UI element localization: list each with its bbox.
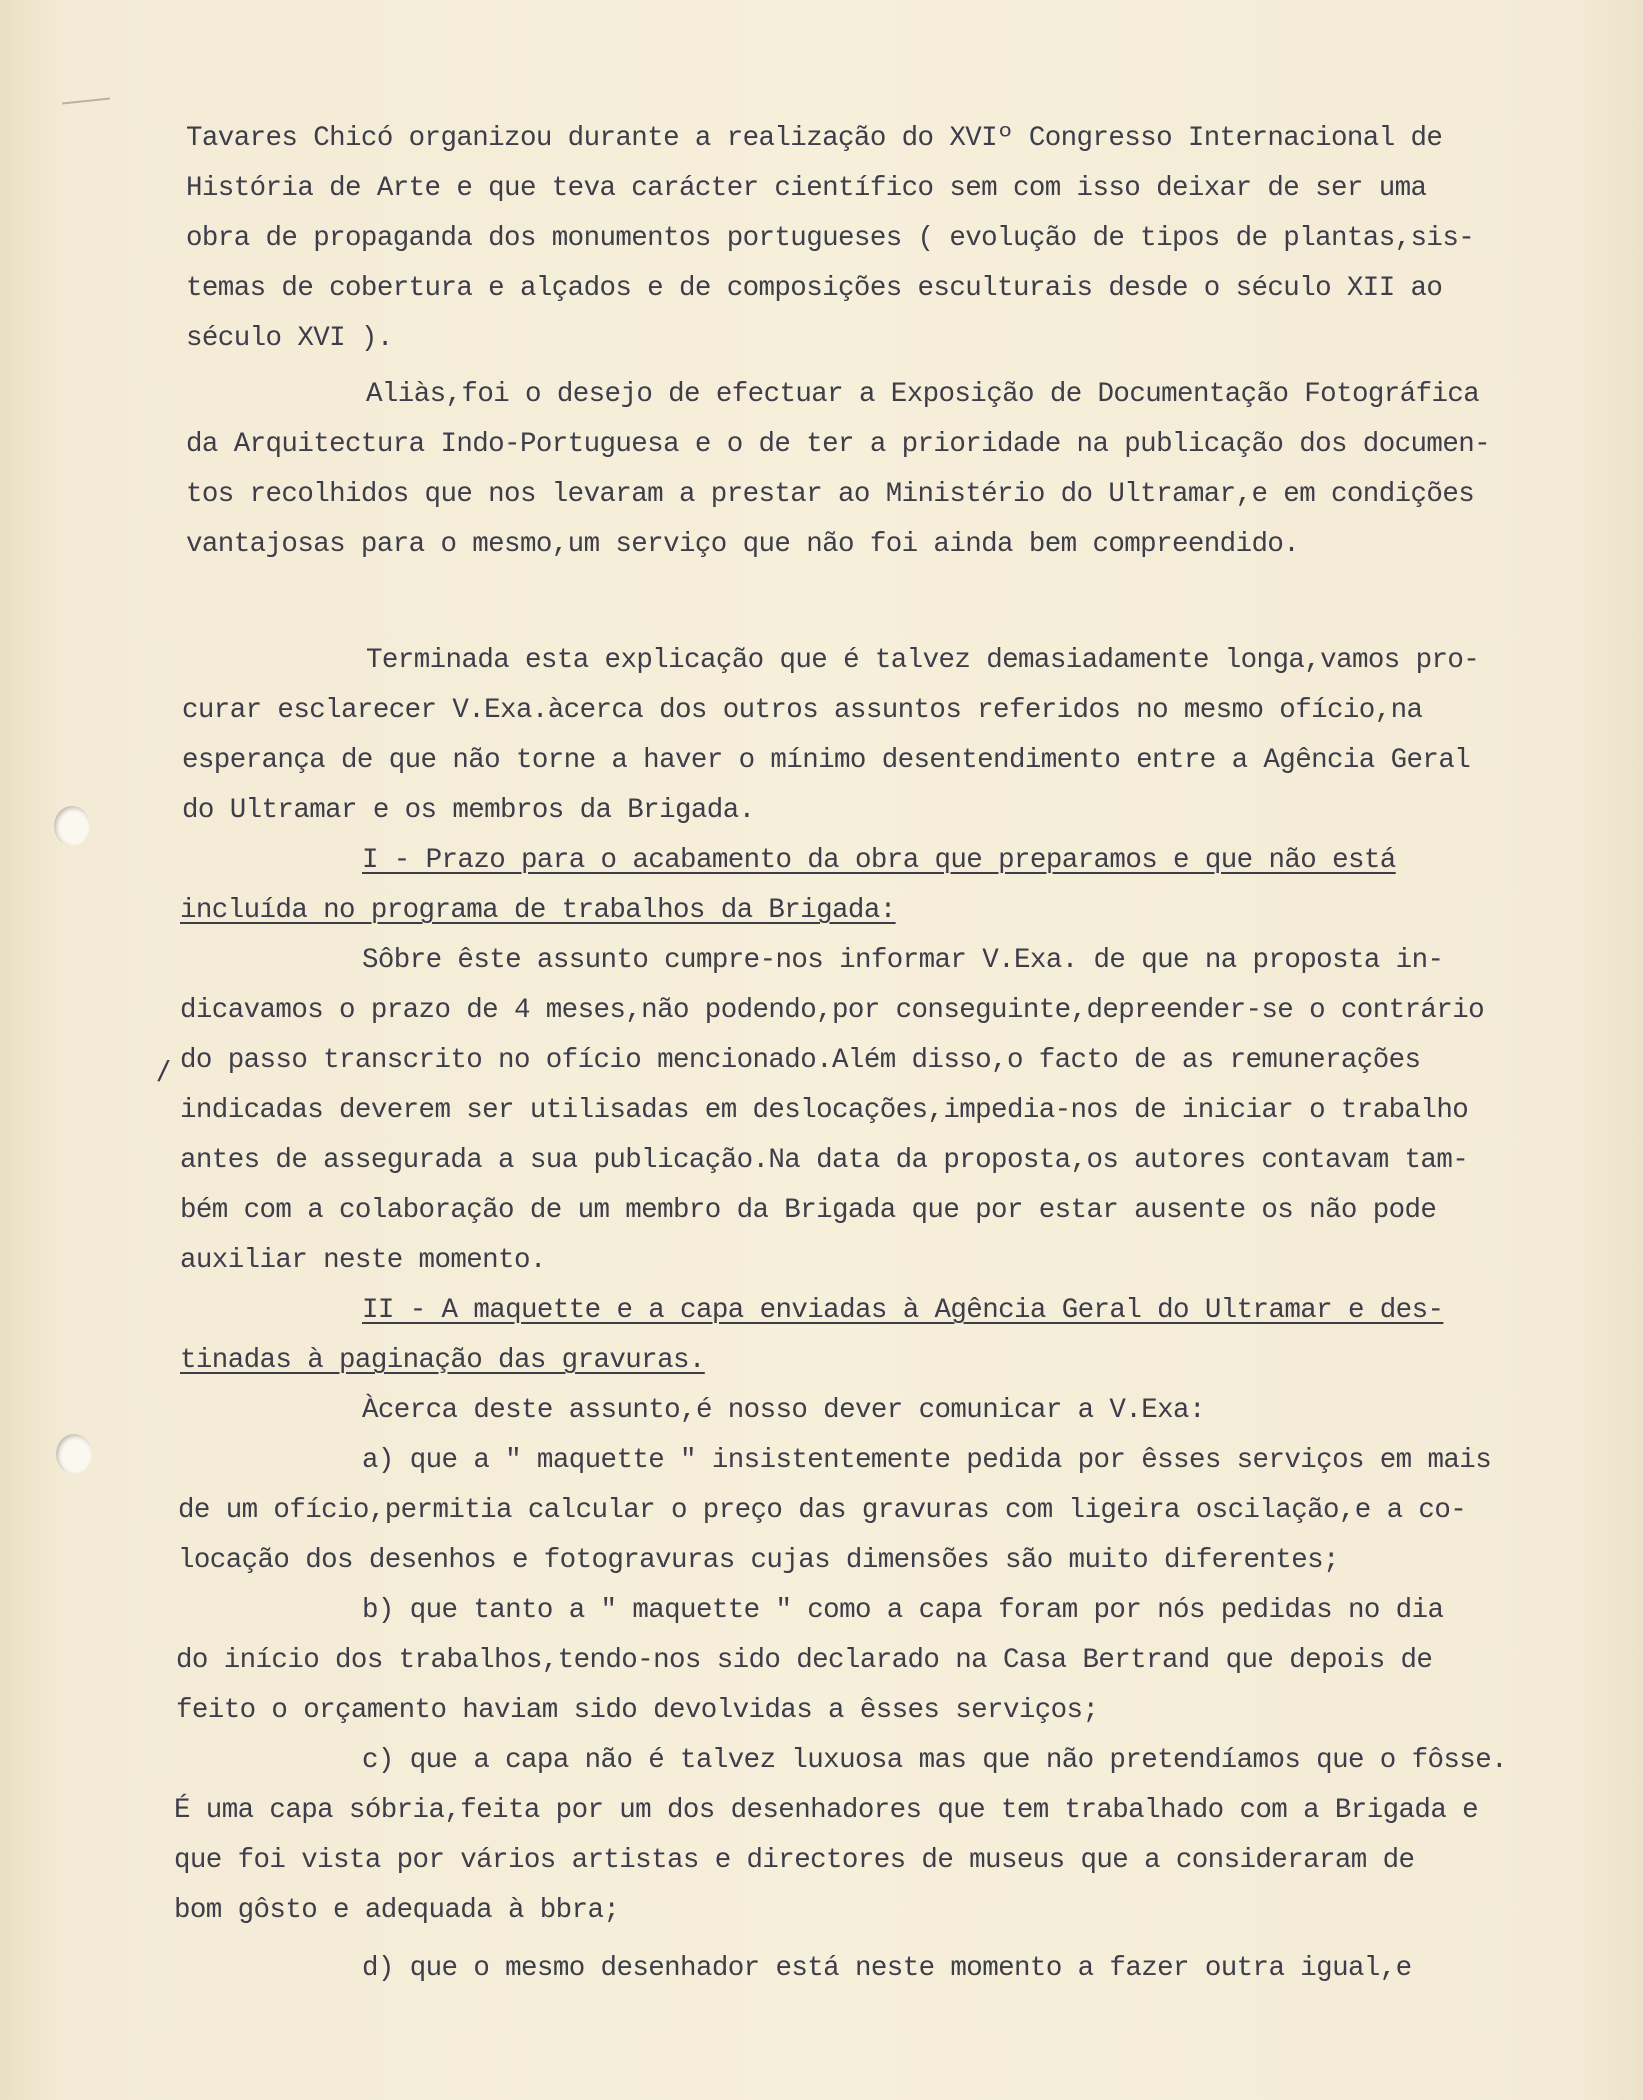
text-line: indicadas deverem ser utilisadas em deslocações,impedia-nos de iniciar o trabalho	[180, 1095, 1469, 1126]
text-line: Sôbre êste assunto cumpre-nos informar V.Exa. de que na proposta in-	[362, 945, 1444, 976]
text-line: É uma capa sóbria,feita por um dos desenhadores que tem trabalhado com a Brigada e	[174, 1795, 1479, 1826]
text-line: Aliàs,foi o desejo de efectuar a Exposição de Documentação Fotográfica	[366, 379, 1480, 410]
text-line: vantajosas para o mesmo,um serviço que não foi ainda bem compreendido.	[186, 529, 1300, 560]
text-line: tos recolhidos que nos levaram a prestar ao Ministério do Ultramar,e em condições	[186, 479, 1475, 510]
text-line: locação dos desenhos e fotogravuras cujas dimensões são muito diferentes;	[178, 1545, 1339, 1576]
text-line: da Arquitectura Indo-Portuguesa e o de ter a prioridade na publicação dos documen-	[186, 429, 1491, 460]
text-line: Terminada esta explicação que é talvez demasiadamente longa,vamos pro-	[366, 645, 1480, 676]
text-line: Àcerca deste assunto,é nosso dever comunicar a V.Exa:	[362, 1395, 1205, 1426]
text-line: História de Arte e que teva carácter científico sem com isso deixar de ser uma	[186, 173, 1427, 204]
text-line: bom gôsto e adequada à bbra;	[174, 1895, 620, 1926]
text-line: que foi vista por vários artistas e directores de museus que a consideraram de	[174, 1845, 1415, 1876]
text-line: do passo transcrito no ofício mencionado.Além disso,o facto de as remunerações	[180, 1045, 1421, 1076]
list-item: b) que tanto a " maquette " como a capa foram por nós pedidas no dia	[362, 1595, 1444, 1626]
text-line: do início dos trabalhos,tendo-nos sido declarado na Casa Bertrand que depois de	[176, 1645, 1433, 1676]
pencil-mark	[62, 97, 110, 104]
list-item: a) que a " maquette " insistentemente pedida por êsses serviços em mais	[362, 1445, 1492, 1476]
list-item: d) que o mesmo desenhador está neste momento a fazer outra igual,e	[362, 1953, 1412, 1984]
text-line: dicavamos o prazo de 4 meses,não podendo,por conseguinte,depreender-se o contrário	[180, 995, 1485, 1026]
text-line: antes de assegurada a sua publicação.Na data da proposta,os autores contavam tam-	[180, 1145, 1469, 1176]
text-line: curar esclarecer V.Exa.àcerca dos outros assuntos referidos no mesmo ofício,na	[182, 695, 1423, 726]
text-line: bém com a colaboração de um membro da Brigada que por estar ausente os não pode	[180, 1195, 1437, 1226]
punch-hole-top	[54, 806, 90, 846]
list-item: c) que a capa não é talvez luxuosa mas que não pretendíamos que o fôsse.	[362, 1745, 1507, 1776]
section-heading: II - A maquette e a capa enviadas à Agência Geral do Ultramar e des-	[362, 1295, 1444, 1326]
text-line: auxiliar neste momento.	[180, 1245, 546, 1276]
section-heading: incluída no programa de trabalhos da Brigada:	[180, 895, 896, 926]
text-line: obra de propaganda dos monumentos portugueses ( evolução de tipos de plantas,sis-	[186, 223, 1475, 254]
section-heading: tinadas à paginação das gravuras.	[180, 1345, 705, 1376]
text-line: esperança de que não torne a haver o mínimo desentendimento entre a Agência Geral	[182, 745, 1471, 776]
section-heading: I - Prazo para o acabamento da obra que preparamos e que não está	[362, 845, 1396, 876]
punch-hole-bottom	[56, 1434, 92, 1474]
text-line: temas de cobertura e alçados e de composições esculturais desde o século XII ao	[186, 273, 1443, 304]
margin-tick-mark: /	[156, 1056, 172, 1086]
text-line: feito o orçamento haviam sido devolvidas a êsses serviços;	[176, 1695, 1099, 1726]
text-line: do Ultramar e os membros da Brigada.	[182, 795, 755, 826]
text-line: de um ofício,permitia calcular o preço das gravuras com ligeira oscilação,e a co-	[178, 1495, 1467, 1526]
text-line: século XVI ).	[186, 323, 393, 354]
text-line: Tavares Chicó organizou durante a realização do XVIº Congresso Internacional de	[186, 123, 1443, 154]
